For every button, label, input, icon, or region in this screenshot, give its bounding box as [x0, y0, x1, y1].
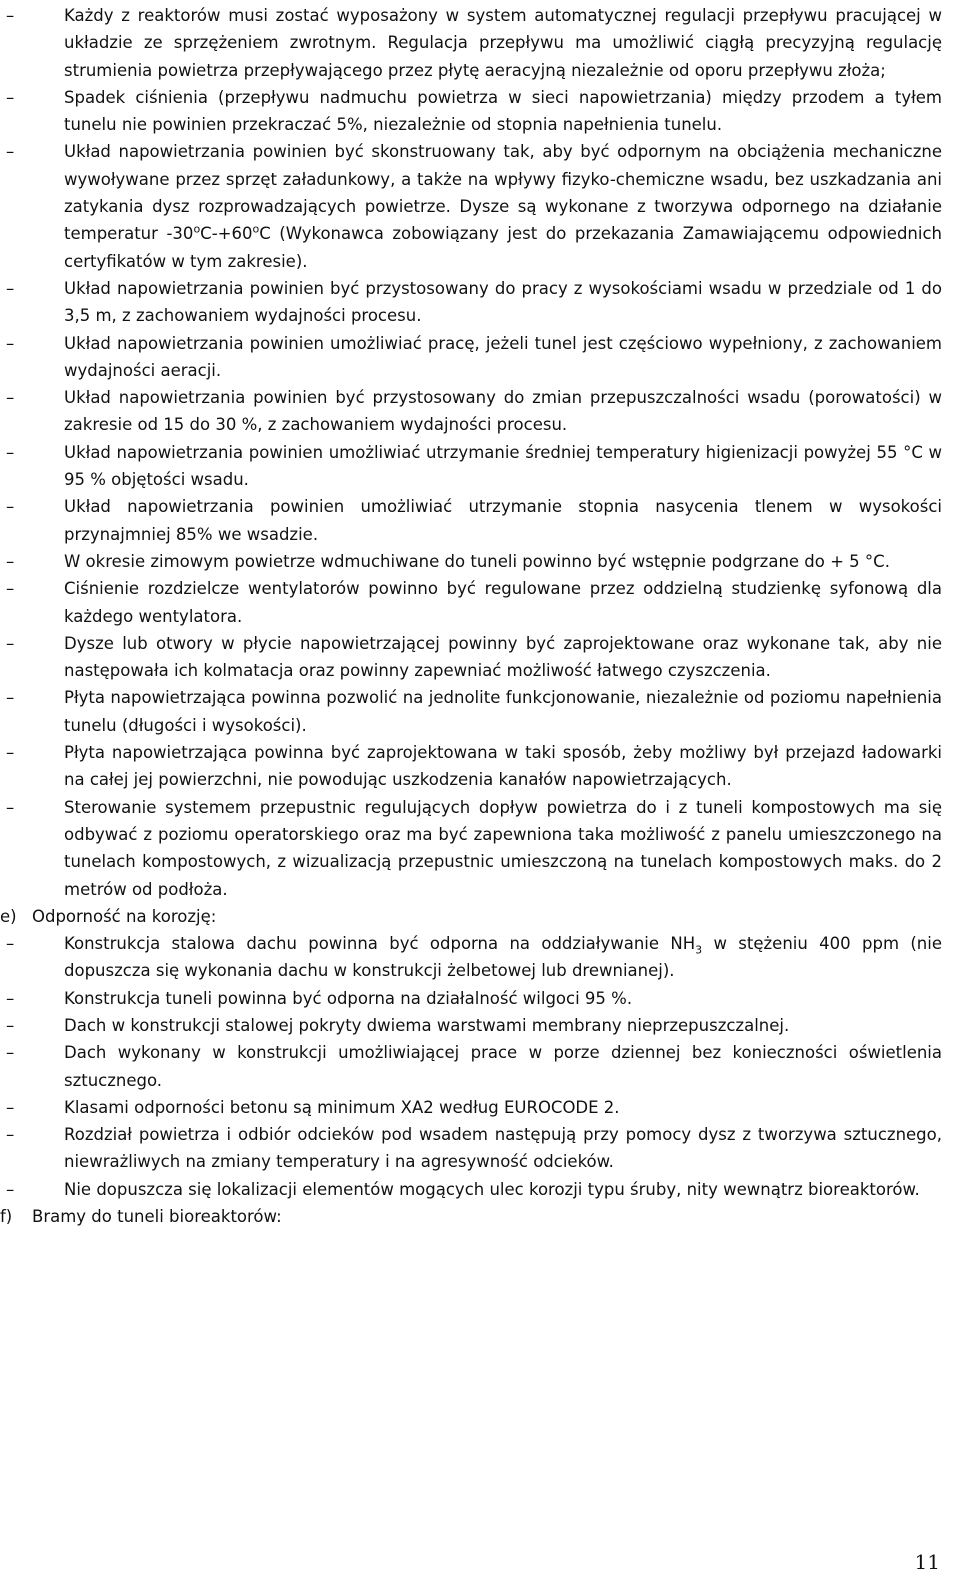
- dash-bullet: –: [6, 442, 15, 462]
- dash-bullet: –: [6, 142, 15, 162]
- list-item-text: Płyta napowietrzająca powinna pozwolić na jednolite funkcjonowanie, niezależnie od poziomu napełnienia tunelu (długości i wysokości).: [64, 688, 942, 735]
- page-number: 11: [914, 1550, 940, 1574]
- dash-bullet: –: [6, 1015, 15, 1035]
- list-item: [0, 684, 960, 739]
- list-item: [0, 1094, 960, 1121]
- list-item: [0, 1176, 960, 1203]
- list-item: [0, 985, 960, 1012]
- list-item: [0, 794, 960, 903]
- list-item: [0, 493, 960, 548]
- list-item: [0, 439, 960, 494]
- dash-bullet: –: [6, 934, 15, 954]
- dash-bullet: –: [6, 333, 15, 353]
- list-item: [0, 548, 960, 575]
- dash-bullet: –: [6, 579, 15, 599]
- dash-bullet: –: [6, 551, 15, 571]
- dash-bullet: –: [6, 497, 15, 517]
- list-item: [0, 739, 960, 794]
- list-item-text: Dach wykonany w konstrukcji umożliwiającej prace w porze dziennej bez konieczności oświetlenia sztucznego.: [64, 1043, 942, 1090]
- dash-bullet: –: [6, 743, 15, 763]
- dash-bullet: –: [6, 1043, 15, 1063]
- section-letter: e): [0, 906, 17, 926]
- list-item-text: Dach w konstrukcji stalowej pokryty dwiema warstwami membrany nieprzepuszczalnej.: [64, 1015, 790, 1035]
- list-item-text: Sterowanie systemem przepustnic regulujących dopływ powietrza do i z tuneli kompostowych ma się odbywać z poziomu operatorskiego oraz ma być zapewniona taka możliwość z panelu umieszczonego na tunelach kompostowych, z wizualizacją przepustnic umieszczoną na tunelach kompostowych maks. do 2 metrów od podłoża.: [64, 797, 942, 899]
- list-item-text: W okresie zimowym powietrze wdmuchiwane do tuneli powinno być wstępnie podgrzane do + 5 °C.: [64, 551, 890, 571]
- list-item: [0, 575, 960, 630]
- section-title: Bramy do tuneli bioreaktorów:: [32, 1207, 282, 1227]
- dash-bullet: –: [6, 633, 15, 653]
- dash-bullet: –: [6, 278, 15, 298]
- list-item-text: Nie dopuszcza się lokalizacji elementów mogących ulec korozji typu śruby, nity wewnątrz bioreaktorów.: [64, 1179, 920, 1199]
- list-item-text: Układ napowietrzania powinien być przystosowany do zmian przepuszczalności wsadu (porowatości) w zakresie od 15 do 30 %, z zachowaniem wydajności procesu.: [64, 388, 942, 435]
- dash-bullet: –: [6, 388, 15, 408]
- list-item: [0, 138, 960, 274]
- requirements-list: [0, 2, 960, 1230]
- dash-bullet: –: [6, 6, 15, 25]
- dash-bullet: –: [6, 1097, 15, 1117]
- list-item: [0, 1012, 960, 1039]
- list-item: [0, 330, 960, 385]
- list-item-text: Dysze lub otwory w płycie napowietrzającej powinny być zaprojektowane oraz wykonane tak, aby nie następowała ich kolmatacja oraz powinny zapewniać możliwość łatwego czyszczenia.: [64, 633, 942, 681]
- section-title: Odporność na korozję:: [32, 906, 217, 926]
- list-item-text: Konstrukcja stalowa dachu powinna być odporna na oddziaływanie NH: [64, 934, 696, 954]
- list-item-text: Rozdział powietrza i odbiór odcieków pod wsadem następują przy pomocy dysz z tworzywa sztucznego, niewrażliwych na zmiany temperatury i na agresywność odcieków.: [64, 1125, 942, 1172]
- section-heading-f: [0, 1203, 960, 1230]
- list-item-text: Układ napowietrzania powinien być przystosowany do pracy z wysokościami wsadu w przedziale od 1 do 3,5 m, z zachowaniem wydajności procesu.: [64, 278, 942, 326]
- list-item-text: Każdy z reaktorów musi zostać wyposażony w system automatycznej regulacji przepływu pracującej w układzie ze sprzężeniem zwrotnym. Regulacja przepływu ma umożliwić ciągłą precyzyjną regulację strumienia powietrza przepływającego przez płytę aeracyjną niezależnie od oporu przepływu złoża;: [64, 6, 942, 80]
- list-item-text: Spadek ciśnienia (przepływu nadmuchu powietrza w sieci napowietrzania) między przodem a tyłem tunelu nie powinien przekraczać 5%, niezależnie od stopnia napełnienia tunelu.: [64, 87, 942, 135]
- dash-bullet: –: [6, 797, 15, 817]
- list-item: [0, 1121, 960, 1176]
- list-item-text: C (Wykonawca zobowiązany jest do przekazania Zamawiającemu odpowiednich certyfikatów w tym zakresie).: [64, 224, 943, 271]
- superscript-degree: o: [193, 222, 201, 236]
- list-item: [0, 84, 960, 139]
- list-item: [0, 2, 960, 84]
- dash-bullet: –: [6, 688, 15, 708]
- list-item-text: Układ napowietrzania powinien umożliwiać pracę, jeżeli tunel jest częściowo wypełniony, z zachowaniem wydajności aeracji.: [64, 333, 942, 380]
- section-heading-e: [0, 903, 960, 930]
- list-item-text: Płyta napowietrzająca powinna być zaprojektowana w taki sposób, żeby możliwy był przejazd ładowarki na całej jej powierzchni, nie powodując uszkodzenia kanałów napowietrzających.: [64, 743, 942, 790]
- section-letter: f): [0, 1207, 13, 1227]
- list-item-text: Konstrukcja tuneli powinna być odporna na działalność wilgoci 95 %.: [64, 988, 633, 1008]
- dash-bullet: –: [6, 988, 15, 1008]
- dash-bullet: –: [6, 87, 15, 107]
- list-item-text: Układ napowietrzania powinien być skonstruowany tak, aby być odpornym na obciążenia mechaniczne wywoływane przez sprzęt załadunkowy, a także na wpływy fizyko-chemiczne wsadu, bez uszkadzania ani zatykania dysz rozprowadzających powietrze. Dysze są wykonane z tworzywa odpornego na działanie temperatur -30: [64, 142, 942, 244]
- list-item: [0, 384, 960, 439]
- list-item-text: Ciśnienie rozdzielcze wentylatorów powinno być regulowane przez oddzielną studzienkę syfonową dla każdego wentylatora.: [64, 579, 942, 626]
- list-item: [0, 930, 960, 985]
- list-item-text: C-+60: [200, 224, 253, 244]
- list-item-text: w stężeniu 400 ppm (nie dopuszcza się wykonania dachu w konstrukcji żelbetowej lub drewnianej).: [64, 934, 942, 981]
- dash-bullet: –: [6, 1179, 15, 1199]
- list-item: [0, 275, 960, 330]
- superscript-degree: o: [252, 222, 260, 236]
- list-item-text: Układ napowietrzania powinien umożliwiać utrzymanie średniej temperatury higienizacji powyżej 55 °C w 95 % objętości wsadu.: [64, 442, 942, 490]
- list-item-text: Układ napowietrzania powinien umożliwiać utrzymanie stopnia nasycenia tlenem w wysokości przynajmniej 85% we wsadzie.: [64, 497, 942, 544]
- subscript: 3: [695, 943, 703, 957]
- list-item-text: Klasami odporności betonu są minimum XA2 według EUROCODE 2.: [64, 1097, 620, 1117]
- list-item: [0, 1039, 960, 1094]
- list-item: [0, 630, 960, 685]
- dash-bullet: –: [6, 1125, 15, 1145]
